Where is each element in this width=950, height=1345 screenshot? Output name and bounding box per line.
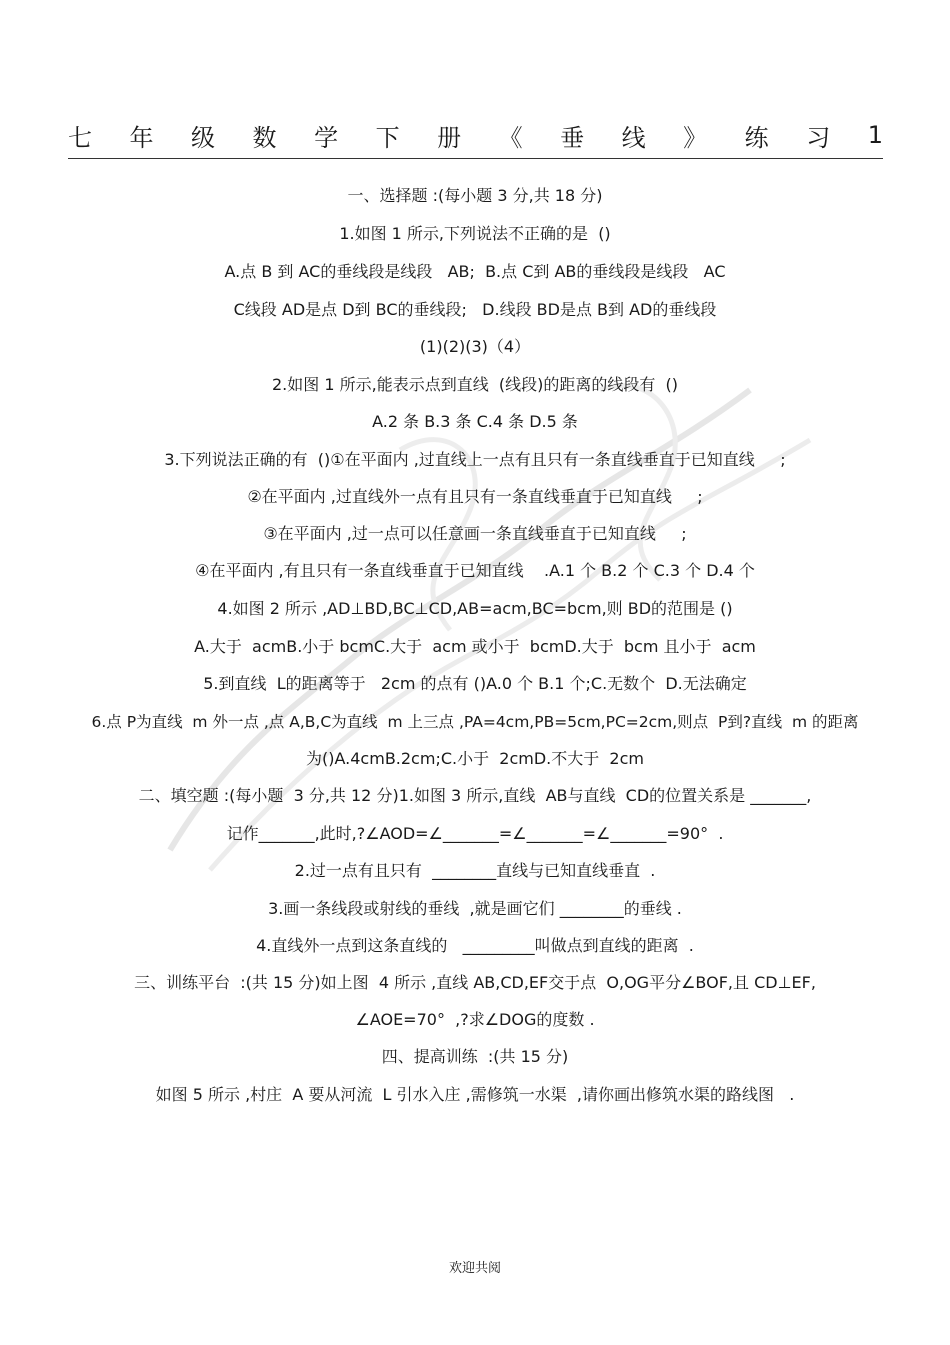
question-line: A.点 B 到 AC的垂线段是线段 AB; B.点 C到 AB的垂线段是线段 AC [224, 262, 726, 281]
question-line: A.大于 acmB.小于 bcmC.大于 acm 或小于 bcmD.大于 bcm 且小于 acm [194, 637, 756, 656]
question-line: 4.直线外一点到这条直线的 _________叫做点到直线的距离 . [256, 936, 694, 955]
title-char: 线 [621, 123, 646, 152]
question-line: (1)(2)(3)（4） [419, 337, 531, 356]
section-heading-fill: 二、填空题 :(每小题 3 分,共 12 分)1.如图 3 所示,直线 AB与直线 CD的位置关系是 _______, [138, 786, 812, 805]
title-char: 习 [806, 123, 831, 152]
question-line: ②在平面内 ,过直线外一点有且只有一条直线垂直于已知直线 ; [247, 487, 703, 506]
title-char: 1 [867, 121, 883, 149]
page-title [68, 114, 883, 156]
title-char: 练 [744, 123, 769, 152]
question-line: 3.画一条线段或射线的垂线 ,就是画它们 ________的垂线 . [268, 899, 682, 918]
title-char: 垂 [560, 123, 585, 152]
question-line: ③在平面内 ,过一点可以任意画一条直线垂直于已知直线 ; [263, 524, 687, 543]
question-line: 6.点 P为直线 m 外一点 ,点 A,B,C为直线 m 上三点 ,PA=4cm,PB=5cm,PC=2cm,则点 P到?直线 m 的距离 [91, 713, 859, 731]
question-line: A.2 条 B.3 条 C.4 条 D.5 条 [372, 412, 578, 431]
question-line: 为()A.4cmB.2cm;C.小于 2cmD.不大于 2cm [306, 749, 644, 768]
title-char: 册 [437, 123, 462, 152]
question-line: ∠AOE=70° ,?求∠DOG的度数 . [355, 1010, 595, 1029]
question-line: 4.如图 2 所示 ,AD⊥BD,BC⊥CD,AB=acm,BC=bcm,则 BD的范围是 () [217, 599, 733, 618]
title-char: 七 [68, 123, 92, 152]
question-line: 记作_______,此时,?∠AOD=∠_______=∠_______=∠_______=90° . [226, 824, 724, 843]
title-rule [68, 158, 883, 159]
question-line: 5.到直线 L的距离等于 2cm 的点有 ()A.0 个 B.1 个;C.无数个 D.无法确定 [203, 674, 747, 693]
question-line: 1.如图 1 所示,下列说法不正确的是 () [339, 224, 611, 243]
section-heading-practice: 三、训练平台 :(共 15 分)如上图 4 所示 ,直线 AB,CD,EF交于点 O,OG平分∠BOF,且 CD⊥EF, [134, 973, 816, 992]
title-char: 》 [683, 123, 708, 152]
question-line: 2.如图 1 所示,能表示点到直线 (线段)的距离的线段有 () [271, 375, 679, 394]
question-line: 2.过一点有且只有 ________直线与已知直线垂直 . [294, 861, 656, 880]
title-char: 《 [498, 123, 523, 152]
question-line: 3.下列说法正确的有 ()①在平面内 ,过直线上一点有且只有一条直线垂直于已知直线 ; [164, 450, 786, 469]
section-heading-choice: 一、选择题 :(每小题 3 分,共 18 分) [347, 186, 603, 205]
title-char: 学 [314, 123, 339, 152]
title-char: 级 [191, 123, 216, 152]
title-char: 数 [252, 123, 277, 152]
question-line: ④在平面内 ,有且只有一条直线垂直于已知直线 .A.1 个 B.2 个 C.3 个 D.4 个 [195, 561, 755, 580]
page-footer: 欢迎共阅 [448, 1261, 501, 1276]
question-line: 如图 5 所示 ,村庄 A 要从河流 L 引水入庄 ,需修筑一水渠 ,请你画出修筑水渠的路线图 . [155, 1085, 795, 1104]
title-char: 年 [129, 123, 154, 152]
question-line: C线段 AD是点 D到 BC的垂线段; D.线段 BD是点 B到 AD的垂线段 [233, 300, 717, 319]
section-heading-advanced: 四、提高训练 :(共 15 分) [381, 1047, 569, 1066]
title-char: 下 [375, 123, 400, 152]
